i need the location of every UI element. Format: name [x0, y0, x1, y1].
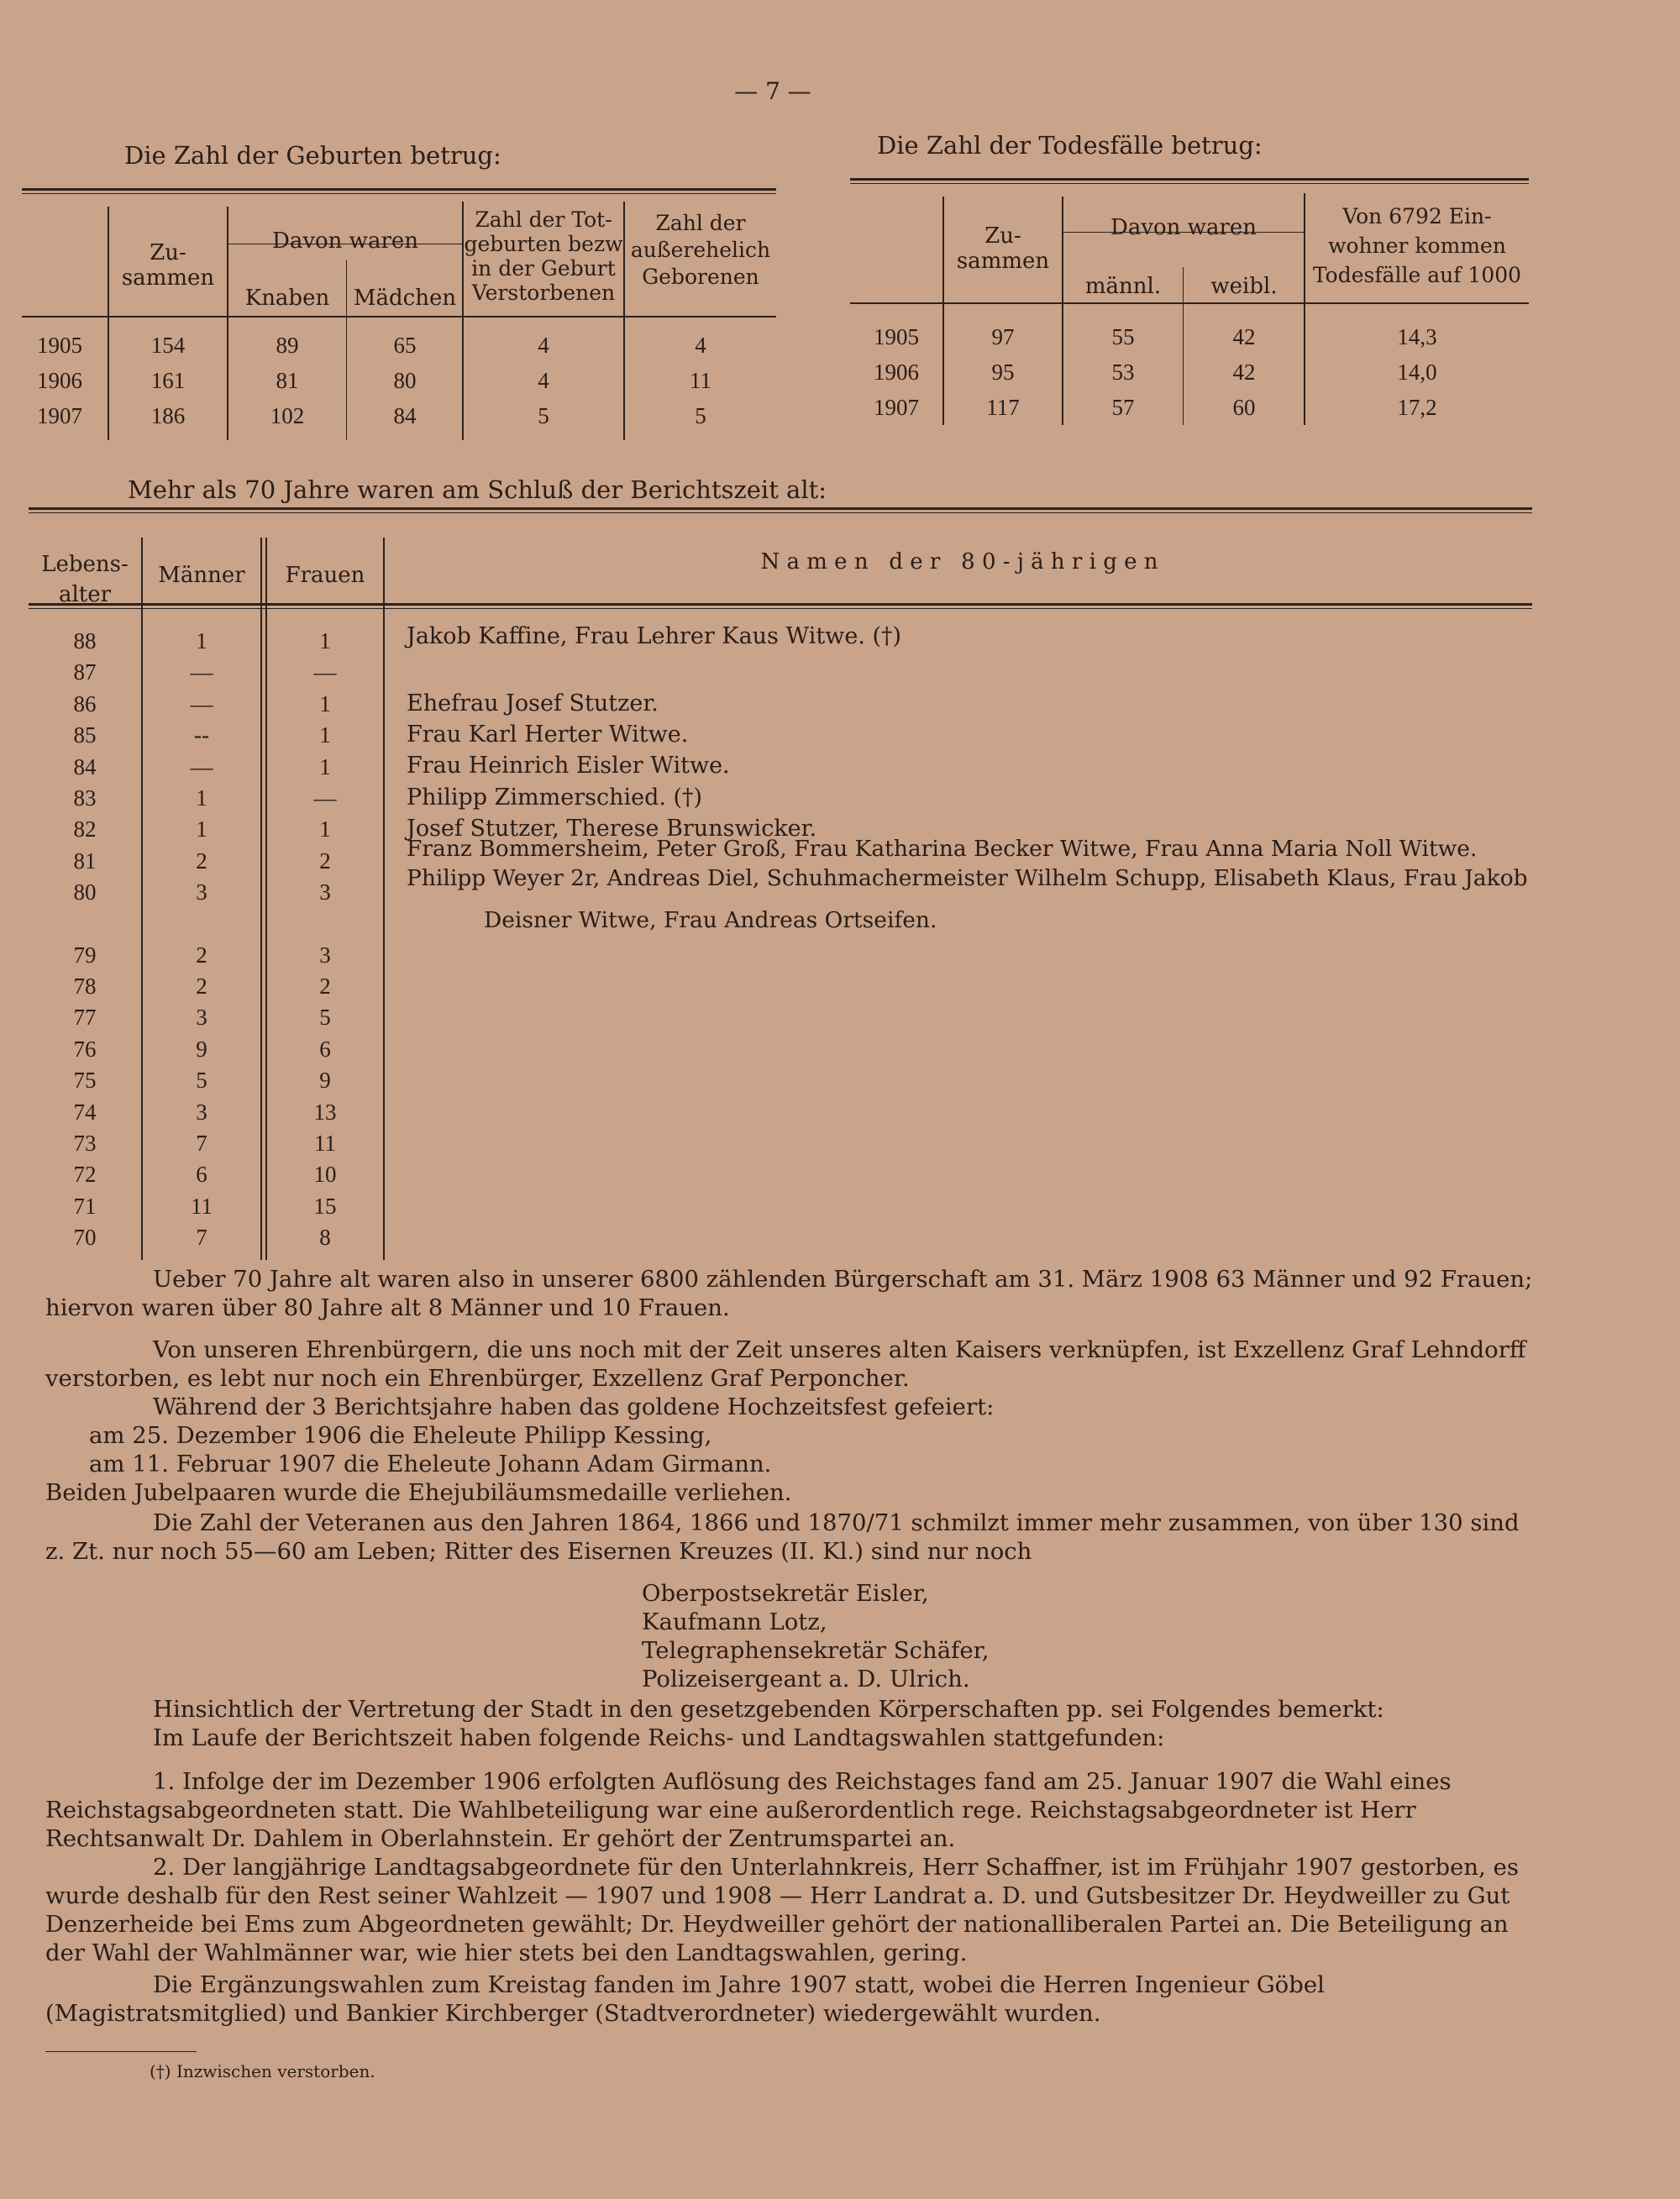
age: 81 [73, 848, 97, 874]
births-header-total: Zu- sammen [121, 240, 215, 291]
men: — [190, 659, 213, 685]
elderly-header-age: Lebens- alter [41, 552, 129, 607]
paragraph-vertretung [45, 1695, 1536, 1752]
boys: 89 [276, 333, 299, 358]
boys: 81 [276, 368, 299, 393]
text-p8: 1. Infolge der im Dezember 1906 erfolgten Auflösung des Reichstages fand am 25. Januar 1907 die Wahl eines Reichstagsabgeordneten statt. Die Wahlbeteiligung war eine außerordentlich rege. Reichstagsabgeordneter ist Herr Rechtsanwalt Dr. Dahlem in Oberlahnstein. Er gehört der Zentrumspartei an. [45, 1768, 1452, 1852]
women: — [313, 659, 337, 685]
elderly-header-men: Männer [158, 563, 245, 588]
births-header-boys: Knaben [244, 286, 330, 311]
men: 1 [196, 816, 207, 842]
deaths-header-per1000: Von 6792 Ein- wohner kommen Todesfälle auf 1000 [1312, 204, 1522, 287]
name-line: Deisner Witwe, Frau Andreas Ortseifen. [484, 907, 937, 933]
men: 9 [196, 1036, 207, 1062]
year: 1907 [37, 403, 82, 428]
total: 161 [150, 368, 186, 393]
veterans-list [642, 1579, 1230, 1693]
veteran-name: Polizeisergeant a. D. Ulrich. [642, 1666, 970, 1693]
women: 2 [319, 848, 331, 874]
elderly-header-names: N a m e n d e r 8 0 - j ä h r i g e n [760, 549, 1158, 575]
total: 117 [986, 395, 1020, 420]
stillborn: 5 [538, 403, 549, 428]
women: 1 [319, 628, 331, 653]
text-p9: 2. Der langjährige Landtagsabgeordnete für den Unterlahnkreis, Herr Schaffner, ist im Frühjahr 1907 gestorben, es wurde deshalb für den Rest seiner Wahlzeit — 1907 und 1908 — Herr Landrat a. D. und Gutsbesitzer Dr. Heydweiller zu Gut Denzerheide bei Ems zum Abgeordneten gewählt; Dr. Heydweiller gehört der nationalliberalen Partei an. Die Beteiligung an der Wahl der Wahlmänner war, wie hier stets bei den Landtagswahlen, gering. [45, 1854, 1519, 1966]
age: 87 [73, 659, 97, 685]
women: 11 [314, 1131, 336, 1156]
footnote: (†) Inzwischen verstorben. [150, 2061, 375, 2081]
age: 76 [73, 1036, 97, 1062]
text-p3b: am 11. Februar 1907 die Eheleute Johann Adam Girmann. [89, 1451, 772, 1477]
girls: 84 [393, 403, 417, 428]
women: 6 [319, 1036, 331, 1062]
per1000: 17,2 [1397, 395, 1437, 420]
name-line: Frau Heinrich Eisler Witwe. [407, 753, 730, 779]
age: 78 [73, 974, 97, 999]
total: 95 [991, 360, 1015, 385]
page-number: — 7 — [734, 77, 811, 105]
stillborn: 4 [538, 333, 549, 358]
births-header-girls: Mädchen [353, 286, 457, 311]
name-line: Ehefrau Josef Stutzer. [407, 690, 659, 716]
women: 13 [313, 1099, 337, 1125]
women: 1 [319, 722, 331, 748]
births-header-stillborn: Zahl der Tot- geburten bezw in der Geburt Verstorbenen [464, 207, 623, 305]
age: 82 [73, 816, 97, 842]
paragraph-kreistag [45, 1971, 1536, 2028]
women: 1 [319, 690, 331, 716]
paragraph-reichstag [45, 1767, 1536, 1853]
footnote-rule [45, 2051, 197, 2052]
deaths-header-female: weibl. [1210, 274, 1278, 299]
year: 1906 [37, 368, 82, 393]
age: 88 [73, 628, 97, 653]
veteran-name: Telegraphensekretär Schäfer, [642, 1637, 990, 1664]
name-line: Jakob Kaffine, Frau Lehrer Kaus Witwe. (†) [407, 623, 902, 649]
total: 154 [150, 333, 186, 358]
name-line: Josef Stutzer, Therese Brunswicker. [407, 816, 817, 842]
stillborn: 4 [538, 368, 549, 393]
women: 1 [319, 753, 331, 779]
women: 10 [313, 1162, 337, 1188]
age: 80 [73, 879, 97, 905]
text-p2: Von unseren Ehrenbürgern, die uns noch mit der Zeit unseres alten Kaisers verknüpfen, ist Exzellenz Graf Lehndorff verstorben, es lebt nur noch ein Ehrenbürger, Exzellenz Graf Perponcher. [45, 1336, 1526, 1392]
men: 2 [196, 974, 207, 999]
age: 71 [73, 1193, 97, 1219]
illegitimate: 11 [690, 368, 711, 393]
year: 1905 [37, 333, 82, 358]
paragraph-ueber-70 [45, 1265, 1536, 1322]
paragraph-hochzeit [45, 1393, 1536, 1507]
births-title: Die Zahl der Geburten betrug: [124, 141, 501, 170]
total: 97 [991, 324, 1015, 349]
women: 3 [319, 879, 331, 905]
text-p5: Die Zahl der Veteranen aus den Jahren 1864, 1866 und 1870/71 schmilzt immer mehr zusammen, von über 130 sind z. Zt. nur noch 55—60 am Leben; Ritter des Eisernen Kreuzes (II. Kl.) sind nur noch [45, 1509, 1520, 1565]
text-p6: Hinsichtlich der Vertretung der Stadt in den gesetzgebenden Körperschaften pp. sei Folgendes bemerkt: [153, 1696, 1384, 1723]
illegitimate: 5 [695, 403, 706, 428]
women: 5 [319, 1005, 331, 1031]
name-line: Frau Karl Herter Witwe. [407, 722, 689, 748]
year: 1906 [874, 360, 919, 385]
women: 1 [319, 816, 331, 842]
men: 1 [196, 628, 207, 653]
men: 1 [196, 785, 207, 811]
male: 55 [1111, 324, 1135, 349]
veteran-name: Oberpostsekretär Eisler, [642, 1580, 929, 1607]
women: — [313, 785, 337, 811]
women: 8 [319, 1225, 331, 1251]
women: 2 [319, 974, 331, 999]
female: 60 [1232, 395, 1256, 420]
age: 72 [73, 1162, 97, 1188]
deaths-header-total: Zu- sammen [956, 223, 1050, 274]
age: 77 [73, 1005, 97, 1031]
births-header-illegitimate: Zahl der außerehelich Geborenen [630, 211, 771, 289]
age: 74 [73, 1099, 97, 1125]
men: 2 [196, 942, 207, 968]
female: 42 [1232, 360, 1256, 385]
age: 70 [73, 1225, 97, 1251]
men: 7 [196, 1225, 207, 1251]
text-p4: Beiden Jubelpaaren wurde die Ehejubiläumsmedaille verliehen. [45, 1479, 792, 1506]
girls: 65 [393, 333, 417, 358]
deaths-header-male: männl. [1084, 274, 1162, 299]
boys: 102 [270, 403, 305, 428]
age: 85 [73, 722, 97, 748]
total: 186 [150, 403, 186, 428]
per1000: 14,0 [1397, 360, 1437, 385]
men: -- [194, 722, 209, 748]
year: 1907 [874, 395, 919, 420]
men: 3 [196, 879, 207, 905]
men: — [190, 690, 213, 716]
men: 11 [191, 1193, 213, 1219]
age: 79 [73, 942, 97, 968]
age: 75 [73, 1068, 97, 1094]
women: 15 [313, 1193, 337, 1219]
male: 57 [1111, 395, 1135, 420]
elderly-header-women: Frauen [285, 563, 365, 588]
men: — [190, 753, 213, 779]
male: 53 [1111, 360, 1135, 385]
women: 3 [319, 942, 331, 968]
women: 9 [319, 1068, 331, 1094]
name-line: Philipp Zimmerschied. (†) [407, 785, 703, 811]
female: 42 [1232, 324, 1256, 349]
age: 84 [73, 753, 97, 779]
age: 83 [73, 785, 97, 811]
illegitimate: 4 [695, 333, 706, 358]
paragraph-ehrenbuerger [45, 1336, 1536, 1393]
girls: 80 [393, 368, 417, 393]
name-line: Franz Bommersheim, Peter Groß, Frau Katharina Becker Witwe, Frau Anna Maria Noll Witwe. [407, 836, 1478, 862]
men: 5 [196, 1068, 207, 1094]
age: 73 [73, 1131, 97, 1156]
births-header-davon: Davon waren [271, 228, 418, 254]
text-p3: Während der 3 Berichtsjahre haben das goldene Hochzeitsfest gefeiert: [153, 1393, 995, 1420]
text-p10: Die Ergänzungswahlen zum Kreistag fanden im Jahre 1907 statt, wobei die Herren Ingenieur Göbel (Magistratsmitglied) und Bankier Kirchberger (Stadtverordneter) wiedergewählt wurden. [45, 1971, 1325, 2027]
name-line: Philipp Weyer 2r, Andreas Diel, Schuhmachermeister Wilhelm Schupp, Elisabeth Klaus, Frau Jakob [407, 865, 1528, 891]
men: 3 [196, 1099, 207, 1125]
age: 86 [73, 690, 97, 716]
men: 7 [196, 1131, 207, 1156]
men: 2 [196, 848, 207, 874]
paragraph-landtag [45, 1853, 1536, 1967]
text-p7: Im Laufe der Berichtszeit haben folgende Reichs- und Landtagswahlen stattgefunden: [153, 1724, 1165, 1751]
veteran-name: Kaufmann Lotz, [642, 1609, 827, 1635]
paragraph-veteranen [45, 1509, 1536, 1566]
text-p3a: am 25. Dezember 1906 die Eheleute Philipp Kessing, [89, 1422, 712, 1449]
men: 6 [196, 1162, 207, 1188]
deaths-header-davon: Davon waren [1110, 215, 1257, 240]
elderly-title: Mehr als 70 Jahre waren am Schluß der Berichtszeit alt: [128, 475, 827, 504]
per1000: 14,3 [1397, 324, 1437, 349]
text-p1: Ueber 70 Jahre alt waren also in unserer 6800 zählenden Bürgerschaft am 31. März 1908 63 Männer und 92 Frauen; hiervon waren über 80 Jahre alt 8 Männer und 10 Frauen. [45, 1266, 1533, 1321]
year: 1905 [874, 324, 919, 349]
deaths-title: Die Zahl der Todesfälle betrug: [877, 131, 1263, 160]
men: 3 [196, 1005, 207, 1031]
